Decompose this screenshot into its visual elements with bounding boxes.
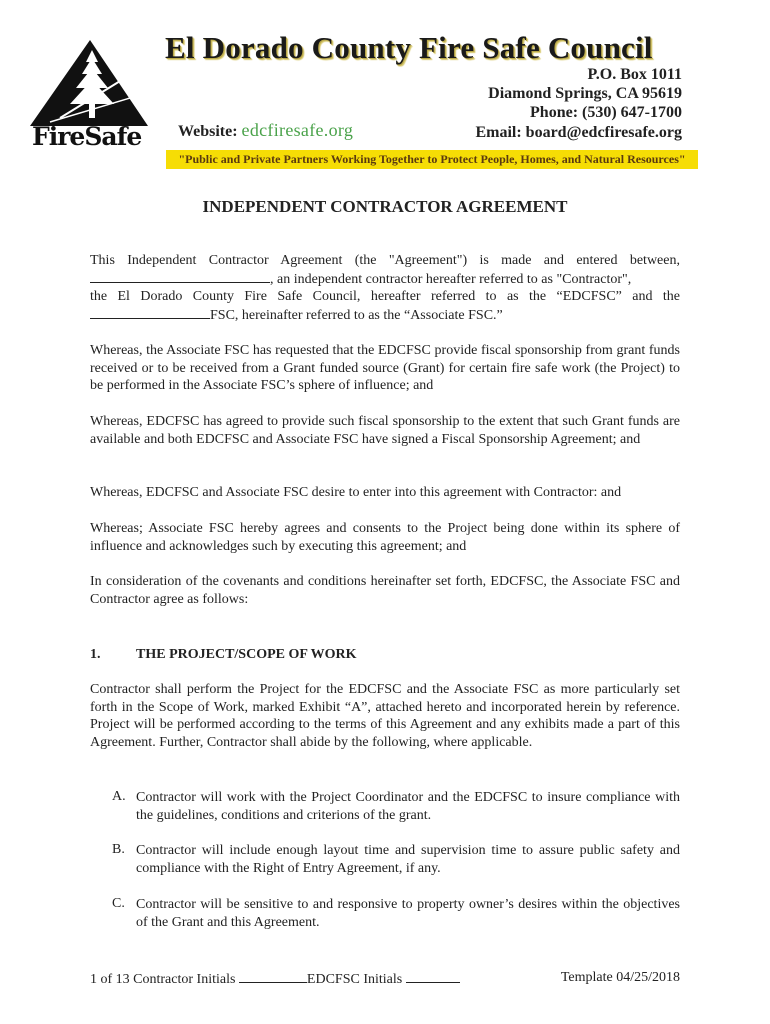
section-1-number: 1. bbox=[90, 647, 101, 662]
city: Diamond Springs, CA 95619 bbox=[488, 85, 682, 102]
contractor-initials-blank[interactable] bbox=[239, 970, 307, 983]
edcfsc-initials-blank[interactable] bbox=[406, 970, 460, 983]
whereas-3: Whereas, EDCFSC and Associate FSC desire to enter into this agreement with Contractor: and bbox=[90, 485, 622, 500]
footer-initials bbox=[90, 970, 460, 988]
whereas-4: Whereas; Associate FSC hereby agrees and consents to the Project being done within its sphere of influence and acknowledges such by executing this agreement; and bbox=[90, 521, 680, 554]
intro-line-1: This Independent Contractor Agreement (the "Agreement") is made and entered between, bbox=[90, 253, 680, 268]
intro-line-4-text: FSC, hereinafter referred to as the “Associate FSC.” bbox=[210, 308, 503, 323]
motto-banner: "Public and Private Partners Working Together to Protect People, Homes, and Natural Resources" bbox=[166, 150, 698, 169]
list-item-letter: B. bbox=[112, 842, 125, 857]
section-1-title: THE PROJECT/SCOPE OF WORK bbox=[136, 647, 357, 662]
list-item-text: Contractor will be sensitive to and responsive to property owner’s desires within the objectives of the Grant and this Agreement. bbox=[136, 897, 680, 930]
contractor-name-blank[interactable] bbox=[90, 270, 270, 283]
firesafe-logo bbox=[30, 38, 148, 160]
whereas-2: Whereas, EDCFSC has agreed to provide such fiscal sponsorship to the extent that such Grant funds are available and both EDCFSC and Associate FSC have signed a Fiscal Sponsorship Agreement; and bbox=[90, 414, 680, 447]
section-1-body: Contractor shall perform the Project for the EDCFSC and the Associate FSC as more particularly set forth in the Scope of Work, marked Exhibit “A”, attached hereto and incorporated herein by reference. Project will be performed according to the terms of this Agreement and any exhibits made a part of this Agreement. Further, Contractor shall abide by the following, where applicable. bbox=[90, 682, 680, 750]
associate-fsc-blank[interactable] bbox=[90, 306, 210, 319]
intro-line-2-text: , an independent contractor hereafter referred to as "Contractor", bbox=[270, 272, 632, 287]
website-label: Website: bbox=[178, 123, 238, 140]
website-link[interactable]: edcfiresafe.org bbox=[241, 120, 354, 140]
consideration: In consideration of the covenants and conditions hereinafter set forth, EDCFSC, the Associate FSC and Contractor agree as follows: bbox=[90, 574, 680, 607]
document-title: INDEPENDENT CONTRACTOR AGREEMENT bbox=[202, 197, 568, 216]
org-name: El Dorado County Fire Safe Council bbox=[165, 30, 653, 65]
intro-line-2 bbox=[90, 270, 680, 289]
edcfsc-initials-label: EDCFSC Initials bbox=[306, 972, 406, 987]
page-number: 1 of 13 Contractor Initials bbox=[90, 972, 239, 987]
list-item-letter: C. bbox=[112, 896, 125, 911]
whereas-1: Whereas, the Associate FSC has requested that the EDCFSC provide fiscal sponsorship from grant funds received or to be received from a Grant funded source (Grant) for certain fire safe work (the Project) to be performed in the Associate FSC’s sphere of influence; and bbox=[90, 343, 680, 393]
intro-line-3: the El Dorado County Fire Safe Council, hereafter referred to as the “EDCFSC” and the bbox=[90, 289, 680, 304]
logo-text: FireSafe bbox=[32, 122, 142, 151]
list-item-text: Contractor will work with the Project Coordinator and the EDCFSC to insure compliance with the guidelines, conditions and criterions of the grant. bbox=[136, 790, 680, 823]
website bbox=[178, 120, 353, 141]
list-item-text: Contractor will include enough layout time and supervision time to assure public safety and compliance with the Right of Entry Agreement, if any. bbox=[136, 843, 680, 876]
email: Email: board@edcfiresafe.org bbox=[475, 124, 682, 141]
phone: Phone: (530) 647-1700 bbox=[530, 104, 682, 121]
template-date: Template 04/25/2018 bbox=[560, 970, 680, 985]
list-item-letter: A. bbox=[112, 789, 126, 804]
intro-line-4 bbox=[90, 306, 680, 325]
po-box: P.O. Box 1011 bbox=[587, 66, 682, 83]
